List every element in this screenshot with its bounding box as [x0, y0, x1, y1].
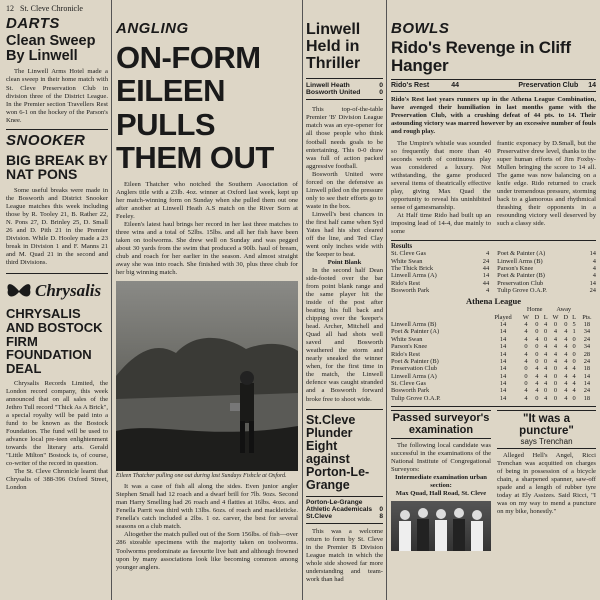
league-row: [391, 328, 596, 335]
league-cell: 0: [553, 379, 558, 387]
league-team: St. Cleve Gas: [391, 379, 426, 387]
league-cell: 18: [583, 394, 591, 402]
league-column-header: L: [572, 313, 577, 321]
chrysalis-body: Chrysalis Records Limited, the London record company, this week announced that on all sales of the Jethro Tull record "Thick As A Brick", a special royalty will be paid into a fund to be known as the Bostock Foundation. The fund will be used to advance local pre-teen enlightenment towards the literary arts. Gerald "Little Milton" Bostock is, of course, co-writer of the record in question.: [6, 379, 108, 467]
league-cell: 24: [583, 335, 591, 343]
league-cell: 0: [535, 357, 539, 365]
results-row: [391, 265, 596, 272]
away-header: Away: [556, 306, 572, 314]
league-cell: 4: [553, 335, 558, 343]
league-cell: 0: [535, 394, 539, 402]
thriller-column: [306, 0, 383, 585]
bowls-kicker: BOWLS: [391, 20, 450, 37]
puncture-subhead: says Trenchan: [497, 437, 596, 449]
page-header: [6, 4, 108, 13]
league-table: [391, 306, 596, 402]
result-team: Bosworth Park: [391, 287, 430, 295]
thriller-headline: Linwell Held in Thriller: [306, 21, 361, 72]
league-team: Rido's Rest: [391, 350, 421, 358]
league-row: [391, 373, 596, 380]
result-team: Rido's Rest: [391, 279, 421, 287]
league-cell: 0: [544, 357, 548, 365]
league-column-header: D: [563, 313, 569, 321]
page-number: 12: [6, 4, 14, 13]
league-cell: 0: [544, 328, 548, 336]
result-score: 44: [482, 279, 490, 287]
league-cell: 4: [564, 343, 568, 351]
league-team: Poet & Painter (B): [391, 357, 439, 365]
score-value: 8: [379, 513, 383, 521]
bowls-body-columns: [391, 140, 596, 236]
league-team: Bosworth Park: [391, 387, 430, 395]
result-score: 4: [592, 257, 596, 265]
score-value: 0: [379, 506, 383, 514]
league-cell: 4: [572, 365, 576, 373]
league-cell: 24: [583, 387, 591, 395]
results-title: Results: [391, 243, 413, 251]
result-team: Linwell Arms (B): [497, 257, 543, 265]
chrysalis-logo: [6, 280, 108, 302]
league-cell: 0: [535, 321, 539, 329]
score-team: Linwell Heath: [306, 82, 350, 90]
result-team: Preservation Club: [497, 279, 544, 287]
darts-kicker: DARTS: [6, 15, 60, 32]
bowls-body-1: The Umpire's whistle was sounded so frequently that more than 40 seconds worth of continuous play was considered a luxury. Not withstanding, the game produced several items of theatrically effective play, giving Max Quad the opportunity to reveal his uninhibited sense of gamesmanship.: [391, 139, 491, 212]
results-row: [391, 280, 596, 287]
results-row: [391, 250, 596, 257]
league-cell: 4: [564, 379, 568, 387]
league-cell: 4: [524, 357, 528, 365]
league-cell: 0: [553, 372, 558, 380]
result-team: The Thick Brick: [391, 264, 434, 272]
league-cell: 0: [572, 343, 576, 351]
results-row: [391, 272, 596, 279]
thriller-body-4: In the second half Dean side-footed over the bar from point blank range and the same player hit the inside of the post after beating his full back and chipping over the 'keeper's head. Archer, Mitchell and Quad all had shots well saved and Bosworth weathered the storm and nearly sneaked the winner when, for the first time in the match, the Linwell defence was caught stranded and a Bosworth forward broke free to shoot wide.: [306, 267, 383, 403]
score-value: 0: [379, 82, 383, 90]
score-value: 0: [379, 89, 383, 97]
league-cell: 14: [499, 372, 507, 380]
league-cell: 4: [544, 372, 548, 380]
league-cell: 0: [524, 372, 528, 380]
score-team: St.Cleve: [306, 513, 333, 521]
league-cell: 4: [535, 372, 539, 380]
chrysalis-wordmark: Chrysalis: [35, 281, 102, 301]
angling-caption: Eileen Thatcher pulling one out during last Sundays Fishcle at Oxford.: [116, 473, 287, 480]
league-column-header: L: [543, 313, 548, 321]
result-score: 4: [485, 250, 490, 258]
angling-kicker: ANGLING: [116, 20, 189, 37]
league-team: Poet & Painter (A): [391, 328, 440, 336]
league-cell: 4: [524, 350, 528, 358]
league-cell: 14: [499, 357, 507, 365]
league-cell: 0: [564, 321, 568, 329]
league-cell: 0: [535, 328, 539, 336]
snooker-body: Some useful breaks were made in the Bosworth and District Snooker League matches this week including those by R. Tooley 21, B. Rather 22, N. Pons 27, D. Brinley 25, D. Small 26 and D. Pith 21 in the Premier Division. While D. Hooley made a 23 break in Division 1 and F. Manns 21 and M. Quad 21 in the second and third Divisions.: [6, 187, 108, 267]
league-cell: 14: [583, 379, 591, 387]
result-score: 24: [482, 257, 490, 265]
league-team: Tulip Grove O.A.P.: [391, 394, 441, 402]
league-row: [391, 387, 596, 394]
league-row: [391, 395, 596, 402]
league-cell: 0: [544, 387, 548, 395]
league-cell: 4: [564, 335, 568, 343]
league-cell: 4: [564, 350, 568, 358]
league-cell: 4: [524, 321, 528, 329]
chrysalis-body-2: The St. Cleve Chronicle learnt that Chrysalis of 388-396 Oxford Street, London: [6, 467, 108, 491]
result-team: Poet & Painter (A): [497, 250, 546, 258]
angling-photo: [116, 281, 298, 471]
bottom-stories: [391, 410, 596, 551]
home-header: Home: [526, 306, 543, 314]
league-cell: 14: [499, 328, 507, 336]
result-team: St. Cleve Gas: [391, 250, 426, 258]
league-cell: 0: [524, 343, 528, 351]
angling-body-2: Eileen's latest haul brings her record in her last three matches to three wins and a total of 52lbs. 15lbs. and all her fish have been taken on toolworms. She drew well on Sunday and was pegged about 30 yards from the swim that produced a 90lb. haul of bream, chub and roach for her earlier in the season. And almost straight away she was into roach. She finished with 30, plus three chub for her big winning match.: [116, 221, 298, 277]
score-team: Bosworth United: [306, 89, 361, 97]
bowls-headline: Rido's Revenge in Cliff Hanger: [391, 38, 571, 75]
league-row: [391, 343, 596, 350]
result-score: 4: [485, 287, 490, 295]
league-team: Preservation Club: [391, 365, 437, 373]
result-score: 14: [482, 272, 490, 280]
league-cell: 0: [553, 387, 558, 395]
bowls-body-2: At Half time Rido had built up an imposing lead of 14-4, due mainly to some: [391, 212, 491, 236]
league-cell: 0: [535, 350, 539, 358]
team-photo: [391, 501, 491, 551]
league-cell: 4: [553, 350, 558, 358]
results-row: [391, 287, 596, 294]
league-row: [391, 365, 596, 372]
bowls-body-3: frantic exponacy by D.Small, but the Preservative drew level, thanks to the super human efforts of Jim Foxby-Mullen bringing the score to 14 all. The game was now balancing on a knife edge. Rido returned to crack under tremendous pressure, storming back to a glamorous and rhythmical thrashing their opponents in a resounding victory well deserved by such a classy side.: [497, 139, 596, 228]
column-rule: [386, 0, 387, 600]
team-photo-icon: [391, 501, 491, 551]
thriller-body-1: This top-of-the-table Premier 'B' Division League match was an eye-opener for all those people who think football needs goals to be entertaining. This 0-0 draw was full of action packed aggressive football.: [306, 106, 383, 170]
league-cell: 0: [553, 321, 558, 329]
plunder-body: This was a welcome return to form by St. Cleve in the Premier B Division League match in which the whole side showed far more understanding and team-work than had: [306, 528, 383, 584]
snooker-headline: BIG BREAK BY NAT PONS: [6, 151, 108, 183]
league-cell: 14: [499, 387, 507, 395]
chrysalis-headline: CHRYSALIS AND BOSTOCK FIRM FOUNDATION DEAL: [6, 306, 103, 376]
league-cell: 4: [564, 372, 568, 380]
league-cell: 18: [583, 365, 591, 373]
angling-body-1: Eileen Thatcher who notched the Southern Association of Anglers title with a 23lb. 4oz. winner at Oxford last week, kept up her match-winning form on Sunday when she pulled them out one after another at Linwell Heath A.S match on the River Sorn at Feeley.: [116, 180, 298, 220]
column-rule: [111, 0, 112, 600]
league-row: [391, 380, 596, 387]
league-cell: 4: [553, 328, 558, 336]
angler-photo-icon: [116, 281, 298, 471]
league-cell: 4: [535, 387, 539, 395]
league-cell: 4: [535, 365, 539, 373]
league-cell: 28: [583, 350, 591, 358]
league-cell: 4: [544, 350, 548, 358]
angling-column: [116, 0, 298, 572]
surveyor-story: [391, 410, 491, 551]
league-cell: 4: [535, 379, 539, 387]
league-cell: 0: [572, 394, 576, 402]
league-cell: 4: [524, 335, 528, 343]
results-table: [391, 250, 596, 294]
league-cell: 0: [553, 394, 558, 402]
result-score: 4: [592, 272, 596, 280]
league-cell: 5: [572, 321, 576, 329]
bowls-lead: Rido's Rest last years runners up in the Athena League Combination, have avenged their humiliation in last months game with the Preservation Club, with a crushing defeat of 44 pts. to 14. Their astounding victory was marred however by an excessive number of fouls and rough play.: [391, 95, 596, 135]
league-cell: 4: [524, 387, 528, 395]
league-row: [391, 321, 596, 328]
thriller-score-2: [306, 89, 383, 96]
league-cell: 14: [499, 365, 507, 373]
score-team: Rido's Rest: [391, 81, 430, 89]
darts-headline: Clean Sweep By Linwell: [6, 33, 96, 65]
league-cell: 14: [499, 350, 507, 358]
league-cell: 4: [544, 379, 548, 387]
league-column-header: D: [534, 313, 540, 321]
plunder-headline: St.Cleve Plunder Eight against Porton-Le-Grange: [306, 412, 370, 493]
league-cell: 1: [572, 328, 576, 336]
puncture-story: [497, 410, 596, 551]
result-team: Tulip Grove O.A.P.: [497, 287, 547, 295]
league-cell: 4: [535, 335, 539, 343]
league-cell: 0: [524, 379, 528, 387]
result-score: 24: [589, 287, 596, 295]
score-value: 44: [451, 81, 459, 89]
league-cell: 0: [535, 343, 539, 351]
league-cell: 4: [564, 394, 568, 402]
results-row: [391, 258, 596, 265]
score-team: Athletic Academicals: [306, 506, 373, 514]
league-cell: 14: [499, 379, 507, 387]
butterfly-icon: [6, 280, 32, 302]
bowls-column: [391, 0, 596, 551]
league-cell: 34: [583, 343, 591, 351]
league-cell: 14: [583, 372, 591, 380]
thriller-subhead: Point Blank: [327, 258, 362, 266]
league-cell: 0: [553, 365, 558, 373]
darts-body: The Linwell Arms Hotel made a clean sweep in their home match with St. Cleve Preservation Club in division three of the District League. In the Premier section Travellers Rest won 6-1 on the hockey of the Parson's Knee.: [6, 68, 108, 124]
league-cell: 4: [553, 357, 558, 365]
league-cell: 4: [572, 372, 576, 380]
score-team: Preservation Club: [518, 81, 579, 89]
league-cell: 34: [583, 328, 591, 336]
league-cell: 4: [544, 321, 548, 329]
league-team: Parson's Knee: [391, 343, 428, 351]
league-cell: 4: [564, 387, 568, 395]
league-team: White Swan: [391, 335, 423, 343]
league-cell: 18: [583, 321, 591, 329]
result-score: 14: [589, 250, 596, 258]
puncture-headline: "It was a puncture": [497, 410, 596, 437]
thriller-body-3: Linwell's best chances in the first half came when Syd Yates had his shot cleared off the line, and Ted Clay went only inches wide with the 'keeper to beat.: [306, 210, 383, 258]
league-cell: 4: [564, 357, 568, 365]
league-title: Athena League: [465, 296, 521, 307]
league-team: Linwell Arms (A): [391, 372, 437, 380]
league-cell: 4: [524, 394, 528, 402]
league-column-header: W: [522, 313, 529, 321]
snooker-kicker: SNOOKER: [6, 131, 86, 149]
result-team: Parson's Knee: [497, 264, 534, 272]
league-row: [391, 336, 596, 343]
result-score: 4: [592, 264, 596, 272]
league-cell: 4: [553, 343, 558, 351]
paper-name: St. Cleve Chronicle: [20, 4, 83, 13]
angling-body-4: Altogether the match pulled out of the Sorn 156lbs. of fish—over 286 sizeable specimens with the majority taken on toolworms. Toolworms predominate as favourite live bait and although frowned upon by many associations look like becoming common among younger anglers.: [116, 531, 298, 571]
angling-headline: ON-FORM EILEEN PULLS THEM OUT: [116, 40, 274, 176]
league-cell: 0: [524, 365, 528, 373]
league-cell: 4: [544, 365, 548, 373]
result-team: Poet & Painter (B): [497, 272, 545, 280]
result-score: 44: [482, 264, 490, 272]
league-cell: 4: [572, 387, 576, 395]
league-cell: 0: [544, 335, 548, 343]
surveyor-headline: Passed surveyor's examination: [391, 410, 491, 439]
league-cell: 0: [572, 350, 576, 358]
score-team: Porton-Le-Grange: [306, 499, 363, 507]
league-team: Linwell Arms (B): [391, 321, 437, 329]
league-column-header: Pts.: [582, 313, 592, 321]
column-rule: [302, 0, 303, 600]
league-row: [391, 358, 596, 365]
league-cell: 14: [499, 343, 507, 351]
league-cell: 4: [544, 394, 548, 402]
league-cell: 4: [544, 343, 548, 351]
league-cell: 24: [583, 357, 591, 365]
league-cell: 4: [572, 379, 576, 387]
bowls-score: [391, 82, 596, 89]
puncture-body: Alleged Hell's Angel, Ricci Trenchan was acquitted on charges of being in possession of a bicycle chain, a sharpened spanner, saw-off spade and a length of rubber tyre today at Ely Assizes. Said Ricci, "I was on my way to mend a puncture on my bike, honestly.": [497, 452, 596, 516]
league-cell: 4: [564, 365, 568, 373]
league-cell: 14: [499, 394, 507, 402]
surveyor-body: The following local candidate was successful in the examinations of the National Institute of Congregational Surveyors:: [391, 442, 491, 474]
league-cell: 14: [499, 335, 507, 343]
surveyor-exam: Intermediate examination urban section:: [395, 474, 487, 490]
result-score: 14: [589, 279, 596, 287]
thriller-body-2: Bosworth United were forced on the defensive as Linwell piled on the pressure only to see their efforts go to waste in the box.: [306, 170, 383, 210]
surveyor-name: Max Quad, Hall Road, St. Cleve: [395, 490, 487, 498]
league-cell: 14: [499, 321, 507, 329]
league-column-header: W: [552, 313, 559, 321]
thriller-score-1: [306, 82, 383, 89]
league-column-header: Played: [494, 313, 512, 321]
result-team: White Swan: [391, 257, 423, 265]
left-column: [6, 0, 108, 492]
league-cell: 0: [572, 335, 576, 343]
league-cell: 4: [524, 328, 528, 336]
angling-body-3: It was a case of fish all along the sides. Even junior angler Stephen Small had 12 roach and a dwarf brill for 7lb. 9ozs. Second man Harry Smelling had 26 roach and 4 flatties at 16lbs. 4ozs. and Fenella Parrit was third with 13lbs. 6ozs. of roach and mackleticke. Fenella's catch included a 2lbs. 1 oz. carver, the best for several seasons on a club match.: [116, 483, 298, 531]
league-cell: 0: [572, 357, 576, 365]
score-value: 14: [588, 81, 596, 89]
league-cell: 4: [564, 328, 568, 336]
league-row: [391, 351, 596, 358]
result-team: Linwell Arms (A): [391, 272, 437, 280]
plunder-scores: [306, 499, 383, 520]
